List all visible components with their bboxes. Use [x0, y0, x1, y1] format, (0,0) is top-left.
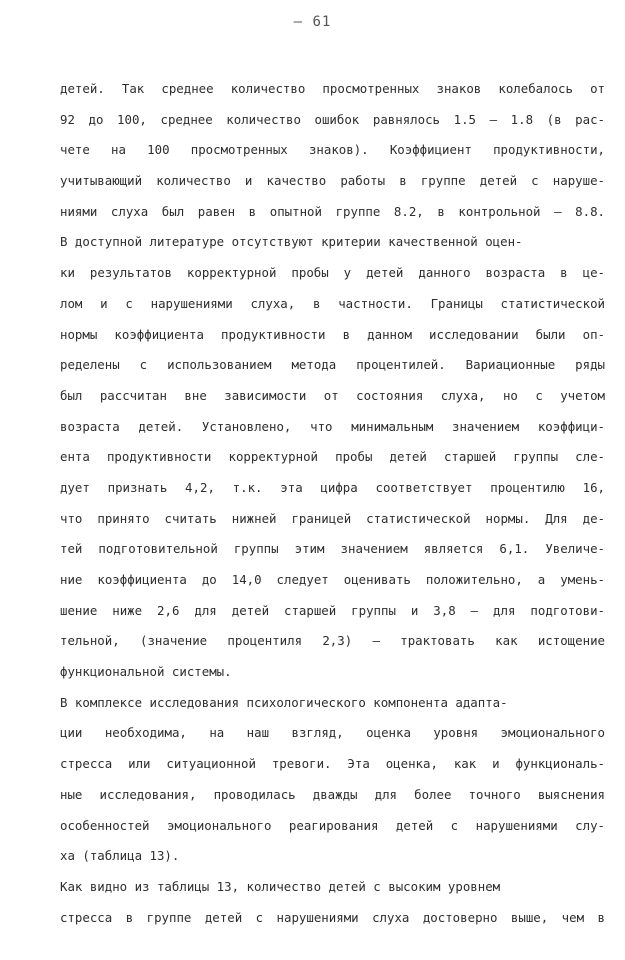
text-line: чете на 100 просмотренных знаков). Коэффициент продуктивности, [60, 142, 605, 158]
text-line: ные исследования, проводилась дважды для более точного выяснения [60, 786, 605, 802]
text-line: шение ниже 2,6 для детей старшей группы и 3,8 – для подготови- [60, 602, 605, 618]
text-line: ние коэффициента до 14,0 следует оценивать положительно, а умень- [60, 572, 605, 587]
text-line: ределены с использованием метода процентилей. Вариационные ряды [60, 357, 605, 373]
text-line: ниями слуха был равен в опытной группе 8.2, в контрольной – 8.8. [60, 203, 605, 219]
text-line: ха (таблица 13). [60, 848, 180, 864]
text-line: стресса в группе детей с нарушениями слуха достоверно выше, чем в [60, 909, 605, 925]
text-line: стресса или ситуационной тревоги. Эта оценка, как и функциональ- [60, 756, 605, 772]
text-line: 92 до 100, среднее количество ошибок равнялось 1.5 – 1.8 (в рас- [60, 111, 605, 127]
text-line: детей. Так среднее количество просмотренных знаков колебалось от [60, 81, 605, 96]
page-number: – 61 [293, 14, 332, 30]
text-line: ки результатов корректурной пробы у детей данного возраста в це- [60, 265, 605, 281]
text-line: был рассчитан вне зависимости от состояния слуха, но с учетом [60, 387, 605, 403]
text-line: нормы коэффициента продуктивности в данном исследовании были оп- [60, 326, 605, 342]
body-text [60, 74, 605, 933]
text-line: Как видно из таблицы 13, количество детей с высоким уровнем [60, 878, 501, 894]
text-line: В доступной литературе отсутствуют критерии качественной оцен- [60, 234, 523, 250]
text-line: лом и с нарушениями слуха, в частности. Границы статистической [60, 295, 605, 311]
text-line: тей подготовительной группы этим значением является 6,1. Увеличе- [60, 541, 605, 557]
text-line: особенностей эмоционального реагирования детей с нарушениями слу- [60, 817, 605, 833]
text-line: тельной, (значение процентиля 2,3) – трактовать как истощение [60, 633, 605, 649]
text-line: что принято считать нижней границей статистической нормы. Для де- [60, 510, 605, 526]
text-line: дует признать 4,2, т.к. эта цифра соответствует процентилю 16, [60, 479, 605, 495]
text-line: возраста детей. Установлено, что минимальным значением коэффици- [60, 418, 605, 434]
text-line: В комплексе исследования психологического компонента адапта- [60, 694, 508, 710]
text-line: учитывающий количество и качество работы в группе детей с наруше- [60, 173, 605, 189]
text-line: функциональной системы. [60, 664, 232, 680]
text-line: ции необходима, на наш взгляд, оценка уровня эмоционального [60, 725, 605, 741]
text-line: ента продуктивности корректурной пробы детей старшей группы сле- [60, 449, 605, 465]
